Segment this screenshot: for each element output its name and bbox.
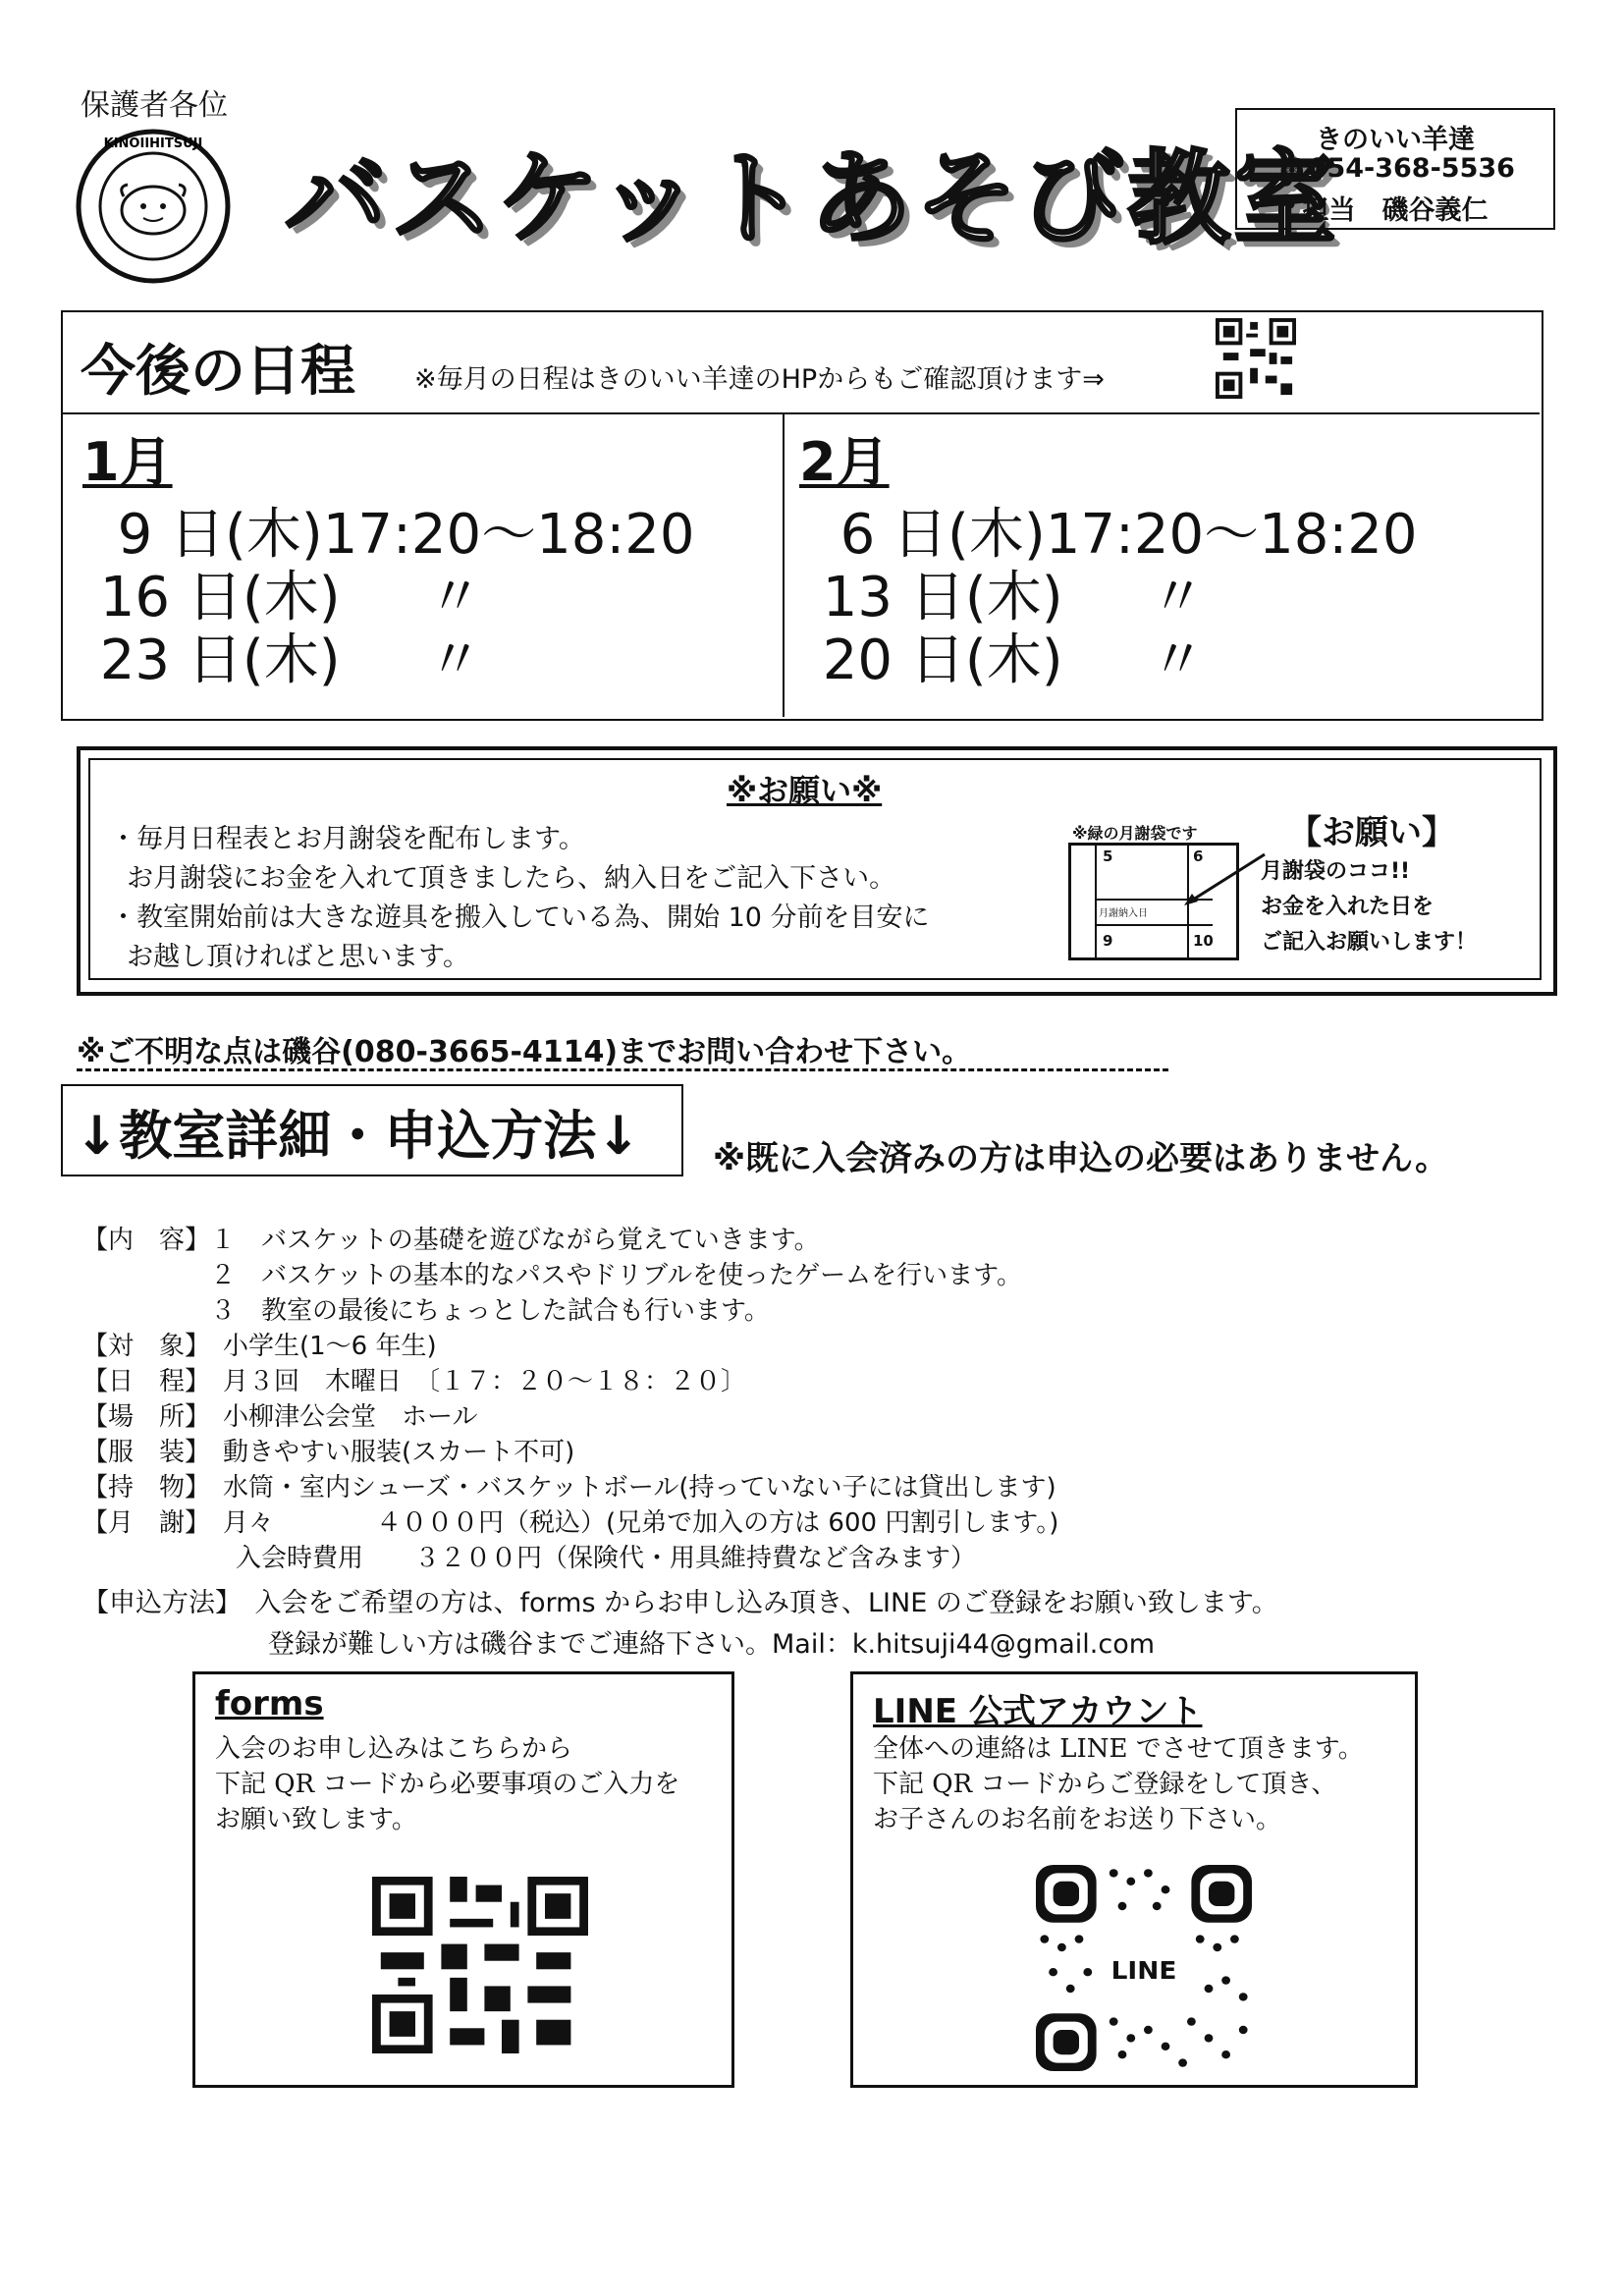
schedule-row: 9 日(木)17:20〜18:20 [82, 503, 695, 567]
schedule-header [61, 310, 1540, 414]
schedule-divider [783, 412, 785, 717]
hp-qr-code-icon[interactable] [1216, 318, 1296, 399]
schedule-row: 13 日(木) 〃 [805, 566, 1206, 629]
detail-line: 【服 装】 動きやすい服装(スカート不可) [82, 1438, 575, 1467]
line-panel-line: 全体への連絡は LINE でさせて頂きます。 [873, 1734, 1364, 1764]
forms-panel-line: 入会のお申し込みはこちらから [215, 1734, 573, 1764]
request-right-line: 月謝袋のココ!! [1261, 859, 1411, 884]
inquiry-divider [77, 1068, 1168, 1071]
detail-line: 【内 容】１ バスケットの基礎を遊びながら覚えていきます。 [82, 1226, 820, 1255]
line-panel-line: お子さんのお名前をお送り下さい。 [873, 1805, 1282, 1834]
forms-panel [192, 1671, 734, 2088]
arrow-icon [1178, 850, 1269, 909]
request-line: お月謝袋にお金を入れて頂きましたら、納入日をご記入下さい。 [110, 863, 896, 894]
schedule-row: 16 日(木) 〃 [82, 566, 483, 629]
schedule-title: 今後の日程 [81, 340, 355, 404]
detail-line: 【対 象】 小学生(1〜6 年生) [82, 1332, 437, 1361]
envelope-cell: 9 [1103, 932, 1113, 950]
schedule-row: 6 日(木)17:20〜18:20 [805, 503, 1418, 567]
detail-line: 入会時費用 ３２００円（保険代・用具維持費など含みます） [82, 1544, 977, 1573]
line-qr-label: LINE [1110, 1956, 1177, 1986]
month-label-2: 2月 [799, 431, 890, 493]
detail-line: 【日 程】 月３回 木曜日 〔１７：２０〜１８：２０〕 [82, 1367, 747, 1396]
apply-contact-line: 登録が難しい方は磯谷までご連絡下さい。Mail：k.hitsuji44@gmail.com [82, 1629, 1156, 1660]
forms-panel-line: お願い致します。 [215, 1805, 417, 1834]
detail-line: 【場 所】 小柳津公会堂 ホール [82, 1402, 478, 1432]
logo-text: KINOIIHITSUJI [103, 137, 203, 151]
envelope-caption: ※緑の月謝袋です [1072, 824, 1198, 843]
contact-person: 担当 磯谷義仁 [1302, 195, 1489, 226]
envelope-cell: 5 [1103, 847, 1113, 865]
request-line: ・毎月日程表とお月謝袋を配布します。 [110, 824, 585, 854]
request-heading: ※お願い※ [727, 772, 883, 809]
apply-method-line: 【申込方法】 入会をご希望の方は、forms からお申し込み頂き、LINE のご登録をお願い致します。 [82, 1588, 1278, 1618]
line-panel-title: LINE 公式アカウント [873, 1692, 1203, 1731]
schedule-note: ※毎月の日程はきのいい羊達のHPからもご確認頂けます⇒ [414, 364, 1105, 395]
request-right-line: お金を入れた日を [1261, 895, 1435, 919]
envelope-cell: 月謝納入日 [1099, 908, 1148, 919]
request-right-heading: 【お願い】 [1288, 813, 1455, 852]
forms-panel-line: 下記 QR コードから必要事項のご入力を [215, 1770, 680, 1799]
inquiry-text: ※ご不明な点は磯谷(080-3665-4114)までお問い合わせ下さい。 [77, 1035, 972, 1069]
details-title: ↓教室詳細・申込方法↓ [75, 1105, 641, 1167]
envelope-cell: 10 [1193, 932, 1214, 950]
request-line: ・教室開始前は大きな遊具を搬入している為、開始 10 分前を目安に [110, 902, 930, 933]
detail-line: ３ 教室の最後にちょっとした試合も行います。 [82, 1296, 770, 1326]
contact-box [1235, 108, 1555, 230]
sheep-logo-icon [75, 128, 232, 285]
details-note: ※既に入会済みの方は申込の必要はありません。 [713, 1139, 1449, 1178]
request-right-line: ご記入お願いします！ [1261, 930, 1478, 955]
request-line: お越し頂ければと思います。 [110, 942, 470, 972]
month-label-1: 1月 [82, 431, 173, 493]
contact-org: きのいい羊達 [1316, 125, 1475, 155]
envelope-cell: 6 [1193, 847, 1204, 865]
detail-line: 【持 物】 水筒・室内シューズ・バスケットボール(持っていない子には貸出します) [82, 1473, 1056, 1503]
forms-qr-code-icon[interactable] [372, 1877, 588, 2053]
line-panel-line: 下記 QR コードからご登録をして頂き、 [873, 1770, 1337, 1799]
forms-panel-title: forms [215, 1684, 324, 1723]
contact-phone: ☎054-368-5536 [1275, 153, 1515, 184]
detail-line: ２ バスケットの基本的なパスやドリブルを使ったゲームを行います。 [82, 1261, 1023, 1290]
schedule-row: 23 日(木) 〃 [82, 629, 483, 692]
recipients-label: 保護者各位 [81, 88, 228, 123]
line-qr-code-icon[interactable] [1036, 1865, 1252, 2071]
page-title: バスケットあそび教室 [285, 138, 1340, 258]
schedule-row: 20 日(木) 〃 [805, 629, 1206, 692]
detail-line: 【月 謝】 月々 ４０００円（税込）(兄弟で加入の方は 600 円割引します。) [82, 1508, 1059, 1538]
line-panel [850, 1671, 1418, 2088]
